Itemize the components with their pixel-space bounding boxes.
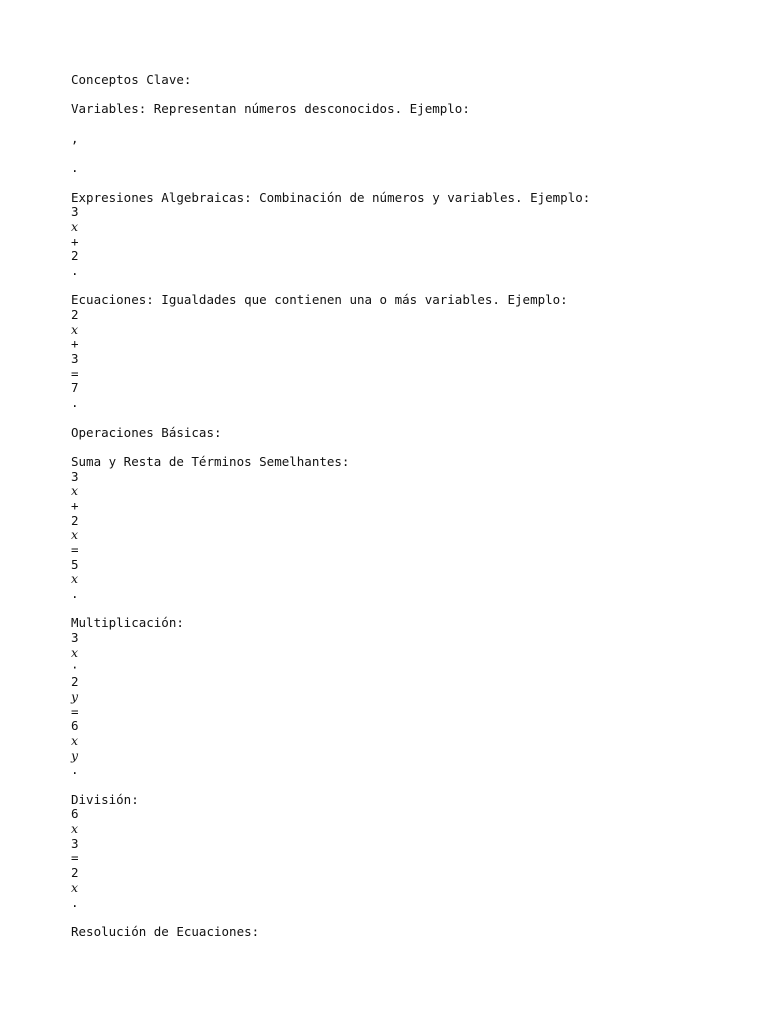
heading-key-concepts: Conceptos Clave:	[71, 72, 192, 87]
math-token: +	[71, 233, 79, 249]
math-variable: x	[71, 218, 79, 234]
multiplication-formula	[71, 631, 748, 778]
document-page	[71, 73, 748, 940]
expressions-section	[71, 191, 748, 279]
math-variable: x	[71, 879, 79, 895]
math-token: 3	[71, 835, 79, 851]
math-variable: x	[71, 732, 79, 748]
sum-text: Suma y Resta de Términos Semelhantes:	[71, 453, 350, 469]
math-token: 6	[71, 718, 79, 734]
math-token: .	[71, 395, 79, 411]
division-text: División:	[71, 791, 139, 807]
math-token: .	[71, 894, 79, 910]
math-variable: x	[71, 321, 79, 337]
math-token: 2	[71, 674, 79, 690]
math-variable: x	[71, 821, 79, 837]
math-variable: x	[71, 644, 79, 660]
math-token: 2	[71, 307, 79, 322]
math-variable: y	[71, 688, 79, 704]
sum-section	[71, 455, 748, 602]
math-token: 7	[71, 380, 79, 396]
math-token: 3	[71, 630, 79, 646]
multiplication-section	[71, 616, 748, 778]
expressions-text: Expresiones Algebraicas: Combinación de números y variables. Ejemplo:	[71, 189, 591, 205]
math-token: =	[71, 850, 79, 866]
equations-section	[71, 293, 748, 411]
equations-formula	[71, 308, 748, 411]
math-token: 5	[71, 556, 79, 572]
math-variable: x	[71, 483, 79, 499]
math-token: .	[71, 262, 79, 278]
math-token: =	[71, 703, 79, 719]
math-token: +	[71, 336, 79, 352]
expressions-formula	[71, 205, 748, 278]
variables-comma: ,	[71, 130, 79, 146]
math-token: 3	[71, 204, 79, 220]
math-token: +	[71, 497, 79, 513]
math-variable: y	[71, 747, 79, 763]
heading-basic-operations: Operaciones Básicas:	[71, 424, 222, 440]
math-token: 2	[71, 248, 79, 264]
math-token: 3	[71, 468, 79, 484]
division-formula	[71, 807, 748, 910]
math-token: =	[71, 365, 79, 381]
variables-period: .	[71, 160, 79, 176]
math-token: .	[71, 762, 79, 778]
variables-section	[71, 102, 748, 175]
multiplication-text: Multiplicación:	[71, 615, 184, 631]
equations-text: Ecuaciones: Igualdades que contienen una o más variables. Ejemplo:	[71, 292, 568, 308]
math-token: =	[71, 542, 79, 557]
division-section	[71, 793, 748, 911]
math-variable: x	[71, 527, 79, 543]
math-token: 6	[71, 806, 79, 822]
variables-text: Variables: Representan números desconocidos. Ejemplo:	[71, 101, 470, 117]
math-token: .	[71, 586, 79, 602]
math-variable: x	[71, 571, 79, 587]
math-token: 3	[71, 351, 79, 367]
math-token: 2	[71, 512, 79, 528]
sum-formula	[71, 470, 748, 602]
math-token: 2	[71, 865, 79, 881]
heading-solving-equations: Resolución de Ecuaciones:	[71, 923, 260, 939]
math-token: ·	[71, 659, 79, 675]
